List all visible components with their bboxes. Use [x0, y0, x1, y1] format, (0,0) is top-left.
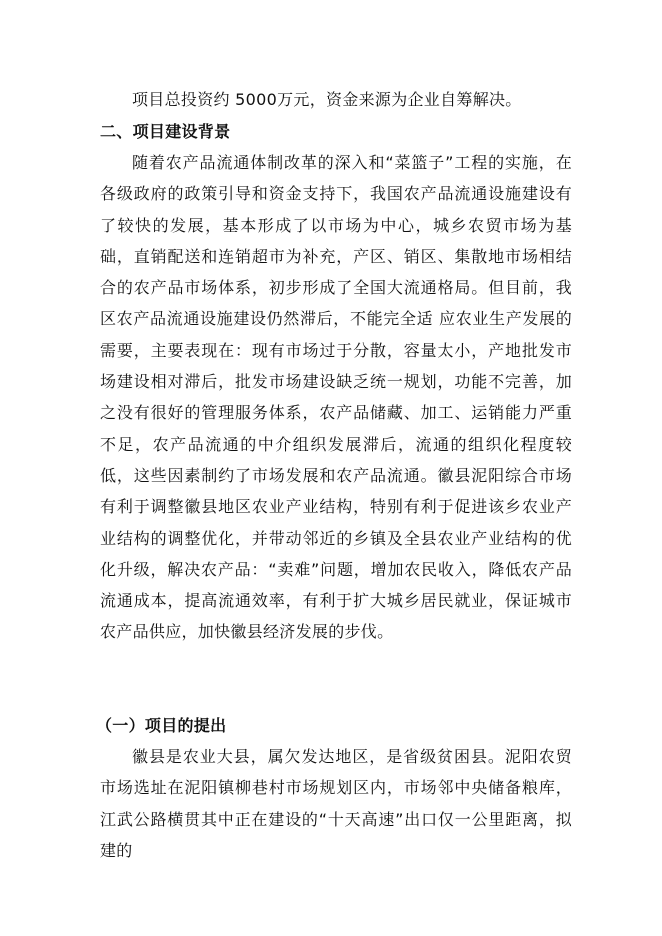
- section-body-paragraph: 随着农产品流通体制改革的深入和“菜篮子”工程的实施，在各级政府的政策引导和资金支持下，我国农产品流通设施建设有了较快的发展，基本形成了以市场为中心，城乡农贸市场为基础，直销配送和连销超市为补充，产区、销区、集散地市场相结合的农产品市场体系，初步形成了全国大流通格局。但目前，我区农产品流通设施建设仍然滞后，不能完全适 应农业生产发展的需要，主要表现在：现有市场过于分散，容量太小，产地批发市场建设相对滞后，批发市场建设缺乏统一规划，功能不完善，加之没有很好的管理服务体系，农产品储藏、加工、运销能力严重不足，农产品流通的中介组织发展滞后，流通的组织化程度较低，这些因素制约了市场发展和农产品流通。徽县泥阳综合市场有利于调整徽县地区农业产业结构，特别有利于促进该乡农业产业结构的调整优化，并带动邻近的乡镇及全县农业产业结构的优化升级，解决农产品：“卖难”问题，增加农民收入，降低农产品流通成本，提高流通效率，有利于扩大城乡居民就业，保证城市农产品供应，加快徽县经济发展的步伐。: [100, 153, 572, 642]
- section-body-block: [100, 147, 572, 648]
- subsection-body-block: [100, 741, 572, 866]
- intro-block: [100, 84, 572, 115]
- section-heading: 二、项目建设背景: [100, 122, 231, 141]
- subsection-heading: （一）项目的提出: [96, 716, 227, 735]
- subsection-body-paragraph: 徽县是农业大县，属欠发达地区，是省级贫困县。泥阳农贸市场选址在泥阳镇柳巷村市场规划区内，市场邻中央储备粮库，江武公路横贯其中正在建设的“十天高速”出口仅一公里距离，拟建的: [100, 747, 572, 860]
- intro-paragraph: 项目总投资约 5000万元，资金来源为企业自筹解决。: [132, 90, 522, 109]
